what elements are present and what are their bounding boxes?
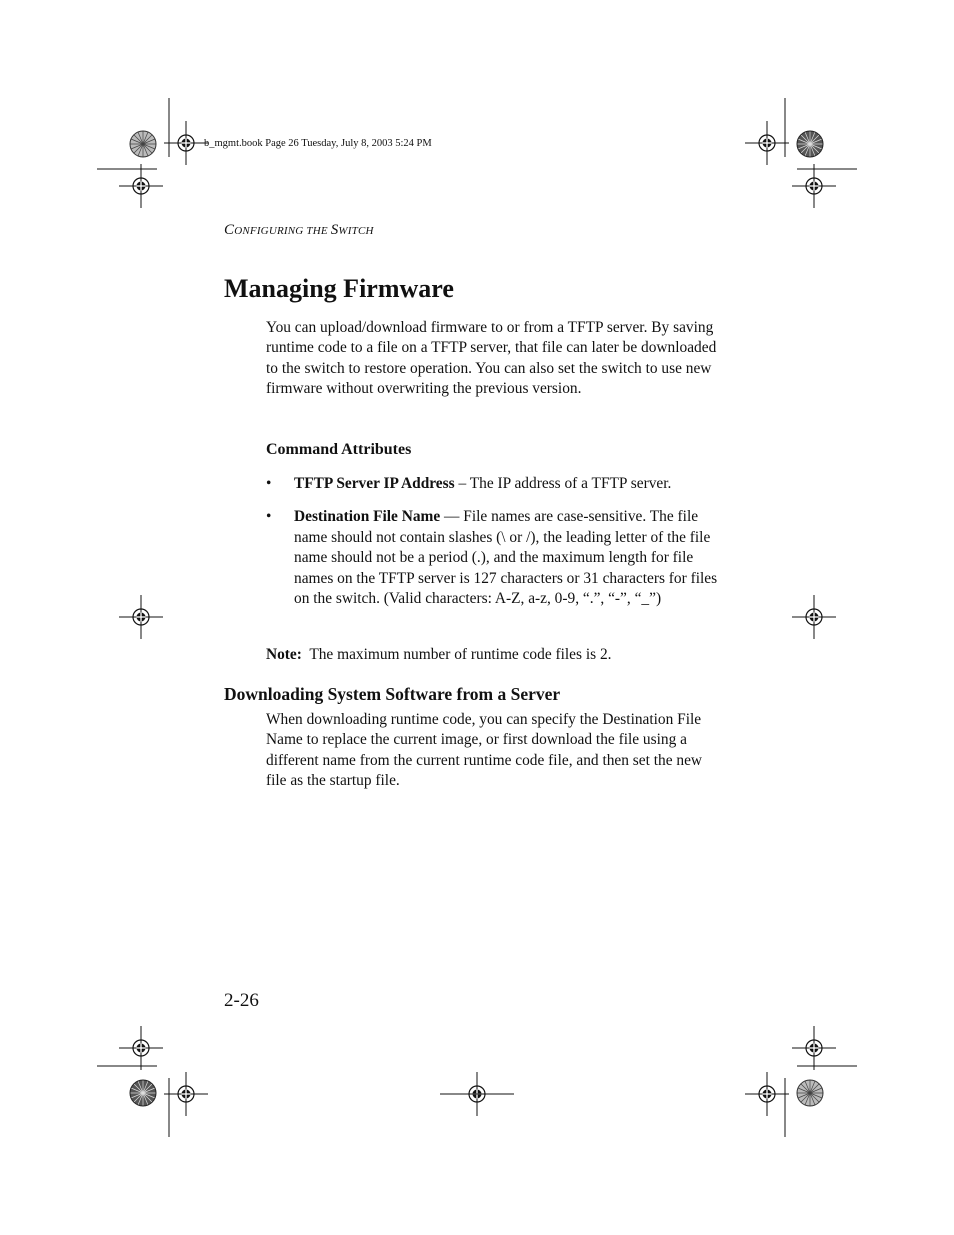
running-head-smallcaps: ONFIGURING THE — [234, 225, 331, 237]
note — [266, 645, 726, 665]
registration-star-icon — [130, 131, 156, 157]
running-head-initial: C — [224, 222, 235, 238]
section-paragraph: When downloading runtime code, you can specify the Destination File Name to replace the current image, or first download the file using a different name from the current runtime code file, and then set the new file as the startup file. — [266, 711, 703, 790]
attribute-term: Destination File Name — [294, 508, 441, 526]
crosshair-icon — [792, 595, 836, 639]
crosshair-icon — [164, 1072, 208, 1116]
attribute-term: TFTP Server IP Address — [294, 475, 455, 492]
registration-star-icon — [797, 131, 823, 157]
list-item — [266, 507, 718, 609]
note-text: The maximum number of runtime code files is 2. — [301, 646, 612, 663]
crosshair-icon — [119, 164, 163, 208]
crosshair-icon — [745, 121, 789, 165]
crosshair-icon — [792, 164, 836, 208]
bullet-icon: • — [266, 508, 272, 526]
running-head-initial: S — [330, 222, 339, 238]
section-heading: Downloading System Software from a Server — [224, 684, 561, 704]
crosshair-icon — [119, 1026, 163, 1070]
attribute-list — [266, 474, 718, 622]
list-item — [266, 474, 718, 494]
registration-star-icon — [130, 1080, 156, 1106]
running-head-smallcaps: WITCH — [338, 225, 374, 237]
command-attributes-heading: Command Attributes — [266, 441, 412, 458]
running-head — [224, 222, 374, 239]
crosshair-icon — [792, 1026, 836, 1070]
intro-paragraph: You can upload/download firmware to or from a TFTP server. By saving runtime code to a file on a TFTP server, that file can later be downloaded to the switch to restore operation. You can also set the switch to use new firmware without overwriting the previous version. — [266, 319, 717, 398]
crosshair-icon — [745, 1072, 789, 1116]
crosshair-icon — [119, 595, 163, 639]
note-label: Note: — [266, 646, 302, 663]
attribute-description: – The IP address of a TFTP server. — [454, 475, 672, 492]
page-title: Managing Firmware — [224, 274, 454, 303]
registration-star-icon — [797, 1080, 823, 1106]
crosshair-icon — [164, 121, 208, 165]
bullet-icon: • — [266, 475, 272, 492]
attribute-description: — File names are case-sensitive. The file name should not contain slashes (\ or /), the leading letter of the file name should not be a period (.), and the maximum length for file names on the TFTP server is 127 characters or 31 characters for files on the switch. (Valid characters: A-Z, a-z, 0-9, “.”, “-”, “_”) — [294, 508, 718, 608]
book-slug-line: b_mgmt.book Page 26 Tuesday, July 8, 2003 5:24 PM — [204, 138, 432, 149]
page-number: 2-26 — [224, 990, 259, 1011]
